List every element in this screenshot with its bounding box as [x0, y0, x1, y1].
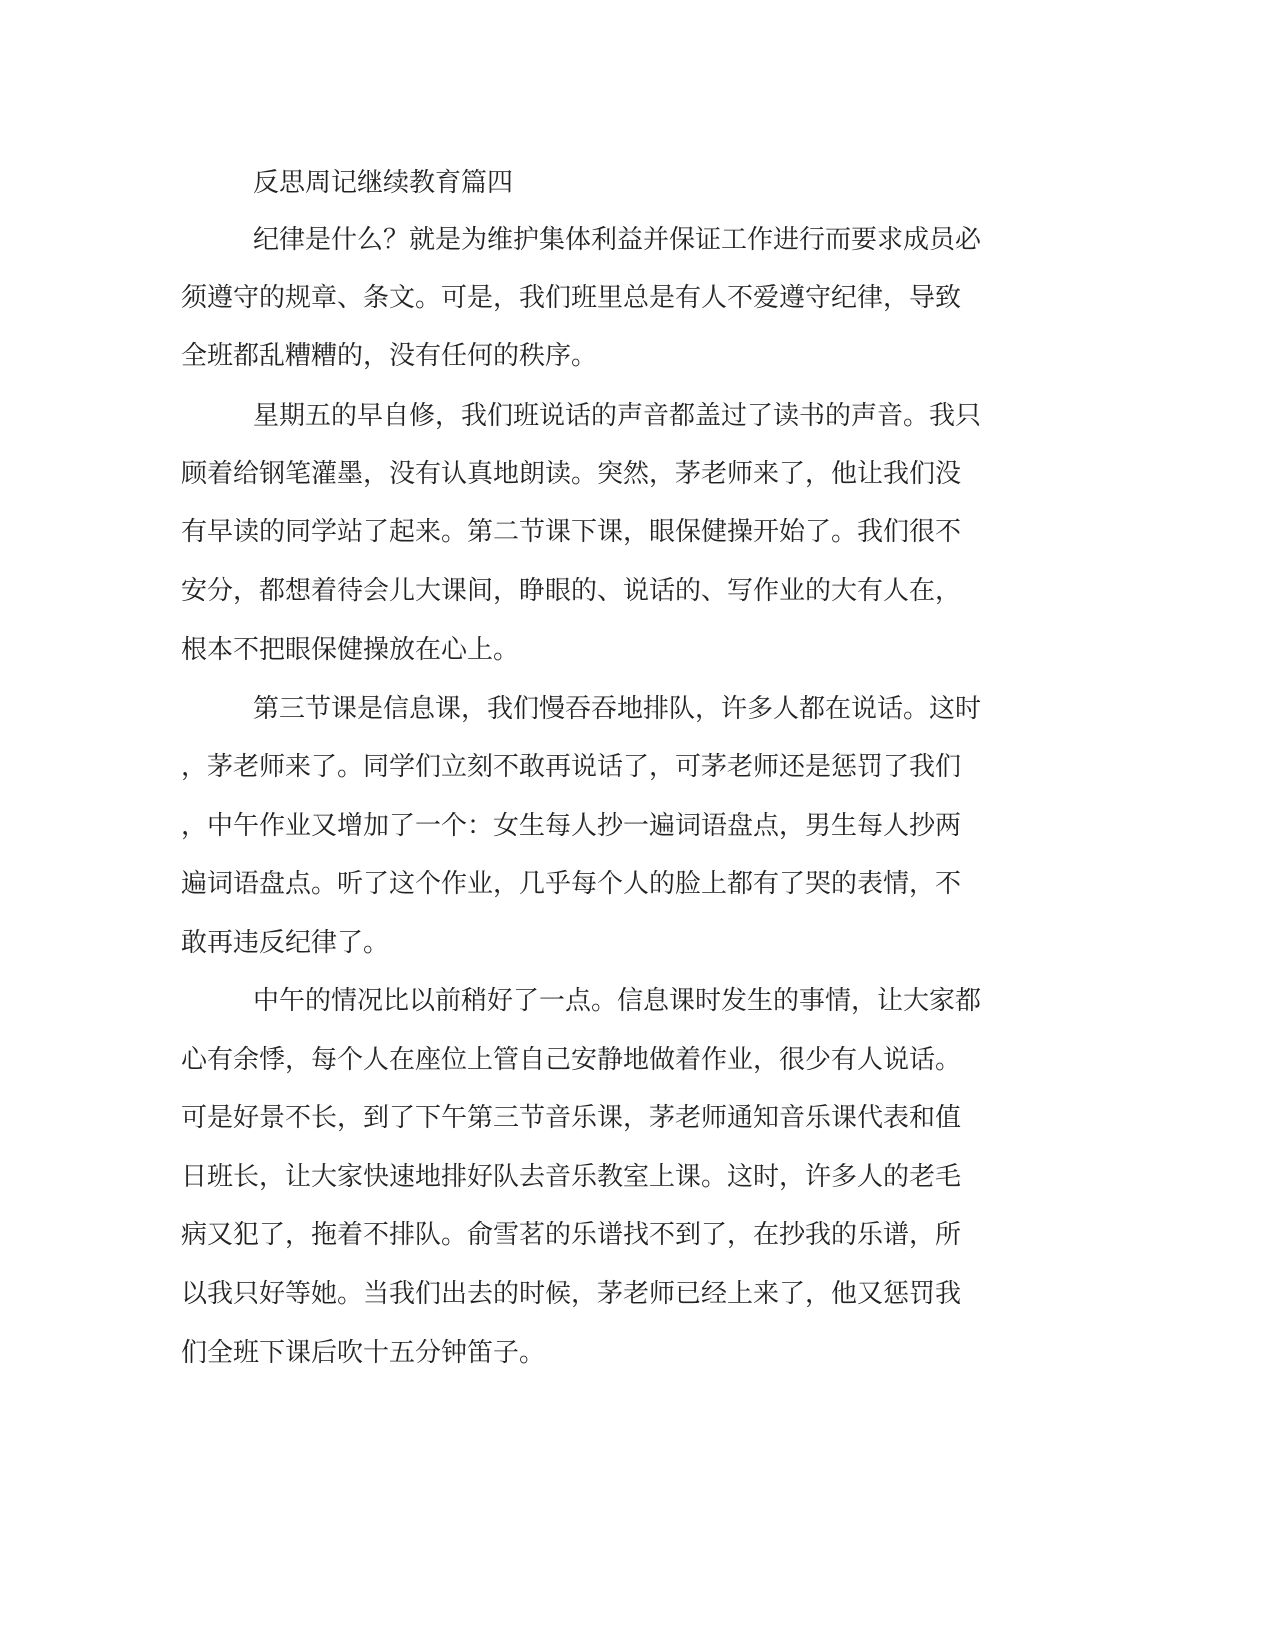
paragraph-line: 们全班下课后吹十五分钟笛子。 [181, 1338, 546, 1368]
document-title: 反思周记继续教育篇四 [253, 168, 514, 198]
paragraph-line: 敢再违反纪律了。 [181, 928, 390, 958]
paragraph-line: 须遵守的规章、条文。可是，我们班里总是有人不爱遵守纪律，导致 [181, 283, 962, 313]
paragraph-line: 以我只好等她。当我们出去的时候，茅老师已经上来了，他又惩罚我 [181, 1279, 962, 1309]
paragraph-line: 纪律是什么？就是为维护集体利益并保证工作进行而要求成员必 [253, 225, 982, 255]
paragraph-line: 有早读的同学站了起来。第二节课下课，眼保健操开始了。我们很不 [181, 517, 962, 547]
paragraph-line: 心有余悸，每个人在座位上管自己安静地做着作业，很少有人说话。 [181, 1045, 962, 1075]
paragraph-line: 病又犯了，拖着不排队。俞雪茗的乐谱找不到了，在抄我的乐谱，所 [181, 1220, 962, 1250]
paragraph-line: 安分，都想着待会儿大课间，睁眼的、说话的、写作业的大有人在， [181, 576, 962, 606]
paragraph-line: 第三节课是信息课，我们慢吞吞地排队，许多人都在说话。这时 [253, 694, 982, 724]
paragraph-line: 日班长，让大家快速地排好队去音乐教室上课。这时，许多人的老毛 [181, 1162, 962, 1192]
paragraph-line: ，茅老师来了。同学们立刻不敢再说话了，可茅老师还是惩罚了我们 [181, 752, 962, 782]
paragraph-line: 顾着给钢笔灌墨，没有认真地朗读。突然，茅老师来了，他让我们没 [181, 459, 962, 489]
paragraph-line: 根本不把眼保健操放在心上。 [181, 635, 520, 665]
paragraph-line: 遍词语盘点。听了这个作业，几乎每个人的脸上都有了哭的表情，不 [181, 869, 962, 899]
paragraph-line: 中午的情况比以前稍好了一点。信息课时发生的事情，让大家都 [253, 986, 982, 1016]
paragraph-line: 星期五的早自修，我们班说话的声音都盖过了读书的声音。我只 [253, 401, 982, 431]
paragraph-line: ，中午作业又增加了一个：女生每人抄一遍词语盘点，男生每人抄两 [181, 811, 962, 841]
paragraph-line: 可是好景不长，到了下午第三节音乐课，茅老师通知音乐课代表和值 [181, 1103, 962, 1133]
paragraph-line: 全班都乱糟糟的，没有任何的秩序。 [181, 341, 598, 371]
